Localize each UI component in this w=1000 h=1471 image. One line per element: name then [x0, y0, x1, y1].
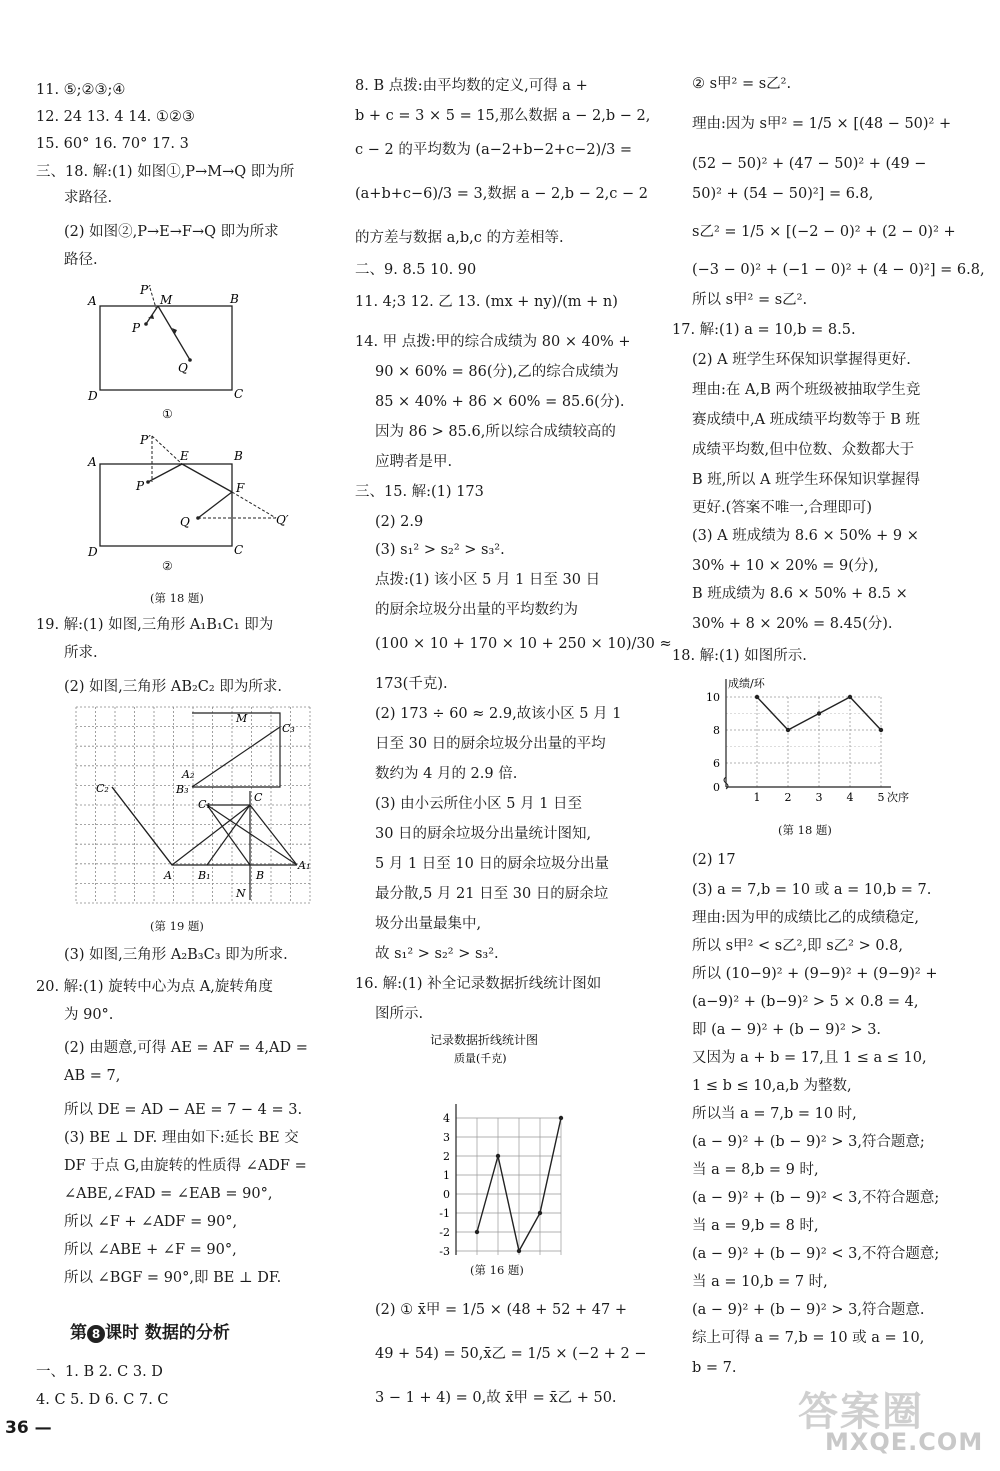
answer-line: 最分散,5 月 21 日至 30 日的厨余垃 [375, 886, 609, 902]
answer-line: 所以 ∠F + ∠ADF = 90°, [64, 1214, 238, 1230]
fig-label: P [136, 479, 145, 493]
fig-caption: ② [162, 559, 173, 573]
answer-line: 故 s₁² > s₂² > s₃². [375, 946, 499, 962]
answer-line: 为 90°. [64, 1007, 114, 1023]
answer-line: 圾分出量最集中, [375, 916, 482, 932]
answer-line: (a − 9)² + (b − 9)² < 3,不符合题意; [692, 1190, 940, 1206]
answer-line: 90 × 60% = 86(分),乙的综合成绩为 [375, 364, 619, 380]
fig-label: F [236, 481, 245, 495]
figure-18-diagram-2 [87, 433, 289, 573]
fig-label: D [88, 545, 98, 559]
figure-18-diagram-1 [87, 283, 243, 421]
fig-label: Q′ [276, 513, 289, 527]
answer-line: 20. 解:(1) 旋转中心为点 A,旋转角度 [36, 979, 273, 995]
answer-line: (2) 17 [692, 852, 736, 868]
answer-line: (a − 9)² + (b − 9)² > 3,符合题意; [692, 1134, 925, 1150]
answer-line: (2) 2.9 [375, 514, 424, 530]
fig-label: A [88, 294, 97, 308]
answer-line: b = 7. [692, 1360, 737, 1376]
answer-line: 所以 DE = AD − AE = 7 − 4 = 3. [64, 1102, 303, 1118]
answer-line: 3 − 1 + 4) = 0,故 x̄甲 = x̄乙 + 50. [375, 1390, 617, 1406]
fig-label: M [236, 712, 248, 725]
answer-line: 17. 解:(1) a = 10,b = 8.5. [672, 322, 856, 338]
fig-label: B [234, 449, 243, 463]
answer-line: 综上可得 a = 7,b = 10 或 a = 10, [692, 1330, 925, 1346]
fig-label: E [180, 449, 189, 463]
answer-line: b + c = 3 × 5 = 15,那么数据 a − 2,b − 2, [355, 108, 651, 124]
answer-line: (a − 9)² + (b − 9)² < 3,不符合题意; [692, 1246, 940, 1262]
answer-line: AB = 7, [64, 1068, 121, 1084]
fig-label: C₃ [282, 722, 295, 735]
answer-line: 因为 86 > 85.6,所以综合成绩较高的 [375, 424, 616, 440]
fig-caption: ① [162, 407, 173, 421]
answer-line: 4. C 5. D 6. C 7. C [36, 1392, 169, 1408]
answer-line: 30% + 8 × 20% = 8.45(分). [692, 616, 893, 632]
fig-label: P′ [140, 433, 151, 447]
answer-line: 所以 (10−9)² + (9−9)² + (9−9)² + [692, 966, 938, 982]
answer-line: 三、15. 解:(1) 173 [355, 484, 484, 500]
answer-line: (a−9)² + (b−9)² > 5 × 0.8 = 4, [692, 994, 919, 1010]
answer-line: 173(千克). [375, 676, 448, 692]
answer-line: 的厨余垃圾分出量的平均数约为 [375, 602, 578, 618]
fig-label: P′ [140, 283, 151, 297]
data-point [879, 728, 883, 732]
answer-line: (2) A 班学生环保知识掌握得更好. [692, 352, 911, 368]
answer-line: 又因为 a + b = 17,且 1 ≤ a ≤ 10, [692, 1050, 927, 1066]
caption-q18: (第 18 题) [150, 591, 204, 605]
fig-label: C [234, 543, 244, 557]
answer-line: 16. 解:(1) 补全记录数据折线统计图如 [355, 976, 602, 992]
answer-line: 理由:因为甲的成绩比乙的成绩稳定, [692, 910, 919, 926]
answer-line: 日至 30 日的厨余垃圾分出量的平均 [375, 736, 606, 752]
answer-line: (2) 如图②,P→E→F→Q 即为所求 [64, 224, 279, 240]
answer-line: (2) ① x̄甲 = 1/5 × (48 + 52 + 47 + [375, 1302, 628, 1318]
x-axis-label: 次序 [887, 791, 909, 804]
chart-record-data [420, 1030, 610, 1255]
x-tick-label: 1 [753, 791, 761, 804]
x-tick-label: 5 [877, 791, 885, 804]
figure-19-grid [72, 705, 317, 905]
fig-label: Q [178, 361, 188, 375]
fig-label: A₂ [182, 768, 195, 781]
watermark-url: MXQE.COM [825, 1428, 984, 1456]
y-tick-label: 0 [713, 781, 720, 794]
answer-line: (−3 − 0)² + (−1 − 0)² + (4 − 0)²] = 6.8, [692, 262, 985, 278]
y-tick-label: -1 [439, 1207, 450, 1220]
answer-line: 30% + 10 × 20% = 9(分), [692, 558, 879, 574]
answer-line: 5 月 1 日至 10 日的厨余垃圾分出量 [375, 856, 609, 872]
answer-line: (3) s₁² > s₂² > s₃². [375, 542, 505, 558]
y-tick-label: 0 [443, 1188, 450, 1201]
fig-label: C [234, 387, 244, 401]
answer-line: 11. ⑤;②③;④ [36, 82, 126, 98]
answer-line: DF 于点 G,由旋转的性质得 ∠ADF = [64, 1158, 307, 1174]
data-point [786, 728, 790, 732]
answer-line: 当 a = 10,b = 7 时, [692, 1274, 828, 1290]
answer-line: 成绩平均数,但中位数、众数都大于 [692, 442, 915, 458]
answer-line: 11. 4;3 12. 乙 13. (mx + ny)/(m + n) [355, 294, 618, 310]
answer-line: 图所示. [375, 1006, 424, 1022]
answer-line: 50)² + (54 − 50)²] = 6.8, [692, 186, 874, 202]
x-tick-label: 2 [784, 791, 792, 804]
answer-line: ∠ABE,∠FAD = ∠EAB = 90°, [64, 1186, 273, 1202]
answer-line: 8. B 点拨:由平均数的定义,可得 a + [355, 78, 588, 94]
fig-label: C₂ [96, 782, 109, 795]
answer-line: 应聘者是甲. [375, 454, 453, 470]
fig-label: A₁ [298, 859, 311, 872]
answer-line: (2) 由题意,可得 AE = AF = 4,AD = [64, 1040, 308, 1056]
answer-line: (3) 由小云所住小区 5 月 1 日至 [375, 796, 583, 812]
chart-title: 记录数据折线统计图 [430, 1033, 539, 1047]
y-axis-label: 成绩/环 [728, 677, 765, 690]
answer-line: B 班,所以 A 班学生环保知识掌握得 [692, 472, 921, 488]
chart-scores [700, 675, 930, 810]
fig-label: B [256, 869, 265, 882]
answer-line: 当 a = 8,b = 9 时, [692, 1162, 819, 1178]
answer-line: (3) 如图,三角形 A₂B₃C₃ 即为所求. [64, 947, 288, 963]
answer-line: (3) A 班成绩为 8.6 × 50% + 9 × [692, 528, 919, 544]
y-tick-label: 10 [706, 691, 720, 704]
data-point [848, 695, 852, 699]
fig-label: B [230, 292, 239, 306]
answer-line: 所以 ∠ABE + ∠F = 90°, [64, 1242, 237, 1258]
answer-line: 85 × 40% + 86 × 60% = 85.6(分). [375, 394, 625, 410]
answer-line: (52 − 50)² + (47 − 50)² + (49 − [692, 156, 927, 172]
y-tick-label: 4 [443, 1112, 450, 1125]
answer-line: 所以 ∠BGF = 90°,即 BE ⊥ DF. [64, 1270, 282, 1286]
fig-label: A [88, 455, 97, 469]
answer-line: c − 2 的平均数为 (a−2+b−2+c−2)/3 = [355, 142, 633, 158]
answer-line: (2) 如图,三角形 AB₂C₂ 即为所求. [64, 679, 282, 695]
section-title [70, 1318, 230, 1343]
data-point [538, 1211, 542, 1215]
answer-line: 三、18. 解:(1) 如图①,P→M→Q 即为所 [36, 164, 295, 180]
answer-line: 当 a = 9,b = 8 时, [692, 1218, 819, 1234]
y-tick-label: -2 [439, 1226, 450, 1239]
answer-line: 理由:因为 s甲² = 1/5 × [(48 − 50)² + [692, 116, 952, 132]
answer-line: 点拨:(1) 该小区 5 月 1 日至 30 日 [375, 572, 601, 588]
y-tick-label: -3 [439, 1245, 450, 1255]
y-tick-label: 1 [443, 1169, 450, 1182]
answer-line: 12. 24 13. 4 14. ①②③ [36, 109, 195, 125]
fig-label: C₁ [198, 798, 211, 811]
caption-q16: (第 16 题) [470, 1263, 524, 1277]
x-tick-label: 3 [815, 791, 823, 804]
answer-line: 即 (a − 9)² + (b − 9)² > 3. [692, 1022, 882, 1038]
answer-line: 14. 甲 点拨:甲的综合成绩为 80 × 40% + [355, 334, 631, 350]
answer-line: 所以 s甲² < s乙²,即 s乙² > 0.8, [692, 938, 903, 954]
fig-label: B₁ [198, 869, 211, 882]
answer-line: (2) 173 ÷ 60 ≈ 2.9,故该小区 5 月 1 [375, 706, 622, 722]
answer-line: 所以当 a = 7,b = 10 时, [692, 1106, 857, 1122]
answer-line: (a+b+c−6)/3 = 3,数据 a − 2,b − 2,c − 2 [355, 186, 649, 202]
answer-line: (3) a = 7,b = 10 或 a = 10,b = 7. [692, 882, 932, 898]
x-tick-label: 4 [846, 791, 854, 804]
answer-line: B 班成绩为 8.6 × 50% + 8.5 × [692, 586, 908, 602]
fig-label: M [160, 293, 173, 307]
answer-line: ② s甲² = s乙². [692, 76, 792, 92]
y-tick-label: 6 [713, 757, 720, 770]
fig-label: N [236, 887, 246, 900]
answer-line: s乙² = 1/5 × [(−2 − 0)² + (2 − 0)² + [692, 224, 956, 240]
fig-label: P [132, 321, 141, 335]
data-point [517, 1249, 521, 1253]
answer-line: 18. 解:(1) 如图所示. [672, 648, 807, 664]
lesson-number-badge: 8 [87, 1325, 105, 1343]
answer-line: 二、9. 8.5 10. 90 [355, 262, 477, 278]
y-tick-label: 3 [443, 1131, 450, 1144]
answer-line: 更好.(答案不唯一,合理即可) [692, 500, 873, 516]
data-point [817, 711, 821, 715]
answer-line: 求路径. [64, 190, 113, 206]
answer-line: 一、1. B 2. C 3. D [36, 1364, 163, 1380]
watermark-text: 答案圈 [798, 1389, 924, 1435]
answer-line: 的方差与数据 a,b,c 的方差相等. [355, 230, 564, 246]
fig-label: C [254, 791, 263, 804]
section-prefix: 第 [70, 1323, 87, 1343]
fig-label: D [88, 389, 98, 403]
answer-line: 数约为 4 月的 2.9 倍. [375, 766, 518, 782]
caption-q19: (第 19 题) [150, 919, 204, 933]
data-point [475, 1230, 479, 1234]
answer-line: (3) BE ⊥ DF. 理由如下:延长 BE 交 [64, 1130, 299, 1146]
answer-line: 30 日的厨余垃圾分出量统计图知, [375, 826, 592, 842]
answer-line: 15. 60° 16. 70° 17. 3 [36, 136, 189, 152]
answer-line: 19. 解:(1) 如图,三角形 A₁B₁C₁ 即为 [36, 617, 274, 633]
data-point [496, 1154, 500, 1158]
fig-label: B₃ [176, 783, 189, 796]
answer-line: 49 + 54) = 50,x̄乙 = 1/5 × (−2 + 2 − [375, 1346, 647, 1362]
section-suffix: 课时 数据的分析 [105, 1323, 230, 1343]
data-point [755, 695, 759, 699]
answer-line: 所以 s甲² = s乙². [692, 292, 808, 308]
answer-line: 路径. [64, 252, 98, 268]
answer-line: 理由:在 A,B 两个班级被抽取学生竞 [692, 382, 921, 398]
answer-line: (a − 9)² + (b − 9)² > 3,符合题意. [692, 1302, 925, 1318]
figure-18 [80, 280, 300, 610]
fig-label: Q [180, 515, 190, 529]
answer-line: 1 ≤ b ≤ 10,a,b 为整数, [692, 1078, 852, 1094]
y-tick-label: 8 [713, 724, 720, 737]
y-axis-label: 质量(千克) [454, 1052, 507, 1065]
answer-line: 赛成绩中,A 班成绩平均数等于 B 班 [692, 412, 921, 428]
y-tick-label: 2 [443, 1150, 450, 1163]
data-point [559, 1116, 563, 1120]
fig-label: A [164, 869, 172, 882]
answer-line: (100 × 10 + 170 × 10 + 250 × 10)/30 ≈ [375, 636, 672, 652]
page-number: 36 — [5, 1418, 52, 1438]
answer-line: 所求. [64, 645, 98, 661]
caption-q18b: (第 18 题) [778, 823, 832, 837]
